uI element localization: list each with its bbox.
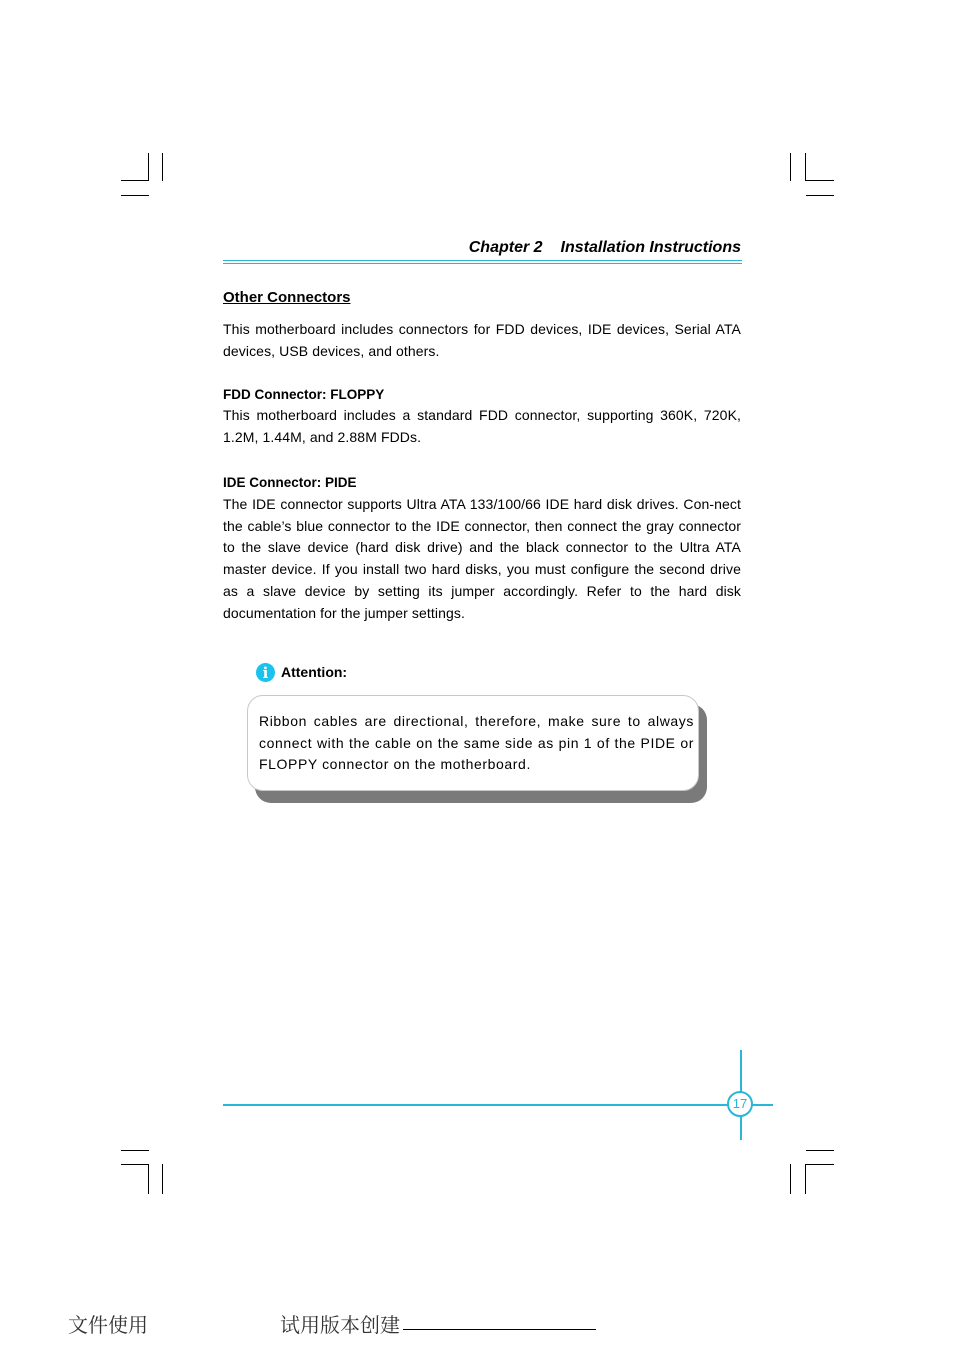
attention-text: Ribbon cables are directional, therefore, make sure to always connect with the cable on the same side as pin 1 of the PIDE or FLOPPY connector on the motherboard.: [259, 713, 694, 773]
attention-label: Attention:: [281, 664, 348, 680]
crop-mark: [806, 180, 834, 181]
watermark-right: 试用版本创建: [280, 1313, 400, 1337]
watermark-underline: [403, 1329, 596, 1330]
footer-rule: [223, 1104, 773, 1106]
section-title: Other Connectors: [223, 289, 351, 306]
ide-heading: IDE Connector: PIDE: [223, 475, 357, 490]
chapter-title: Installation Instructions: [560, 239, 741, 256]
crop-mark: [805, 1164, 806, 1194]
header-rule: [223, 263, 742, 264]
page-number: 17: [727, 1091, 753, 1117]
crop-mark: [121, 1150, 149, 1151]
crop-mark: [148, 153, 149, 181]
chapter-label: Chapter 2: [468, 239, 543, 256]
crop-mark: [790, 1164, 791, 1194]
crop-mark: [121, 195, 149, 196]
crop-mark: [162, 153, 163, 181]
crop-mark: [806, 1150, 834, 1151]
crop-mark: [121, 180, 149, 181]
watermark-left: 文件使用: [68, 1313, 148, 1337]
crop-mark: [806, 195, 834, 196]
ide-paragraph: The IDE connector supports Ultra ATA 133/100/66 IDE hard disk drives. Con-nect the cable’s blue connector to the IDE connector, then connect the gray connector to the slave device (hard disk drive) and the black connector to the Ultra ATA master device. If you install two hard disks, you must configure the second drive as a slave device by setting its jumper accordingly. Refer to the hard disk documentation for the jumper settings.: [223, 496, 741, 621]
fdd-heading: FDD Connector: FLOPPY: [223, 387, 385, 402]
running-header: [469, 239, 741, 257]
crop-mark: [121, 1164, 149, 1165]
intro-paragraph: This motherboard includes connectors for FDD devices, IDE devices, Serial ATA devices, USB devices, and others.: [223, 321, 741, 359]
header-rule: [223, 260, 742, 261]
crop-mark: [806, 1164, 834, 1165]
fdd-paragraph: This motherboard includes a standard FDD connector, supporting 360K, 720K, 1.2M, 1.44M, and 2.88M FDDs.: [223, 407, 741, 445]
crop-mark: [790, 153, 791, 181]
crop-mark: [805, 153, 806, 181]
crop-mark: [148, 1164, 149, 1194]
info-icon: i: [256, 663, 275, 682]
crop-mark: [162, 1164, 163, 1194]
